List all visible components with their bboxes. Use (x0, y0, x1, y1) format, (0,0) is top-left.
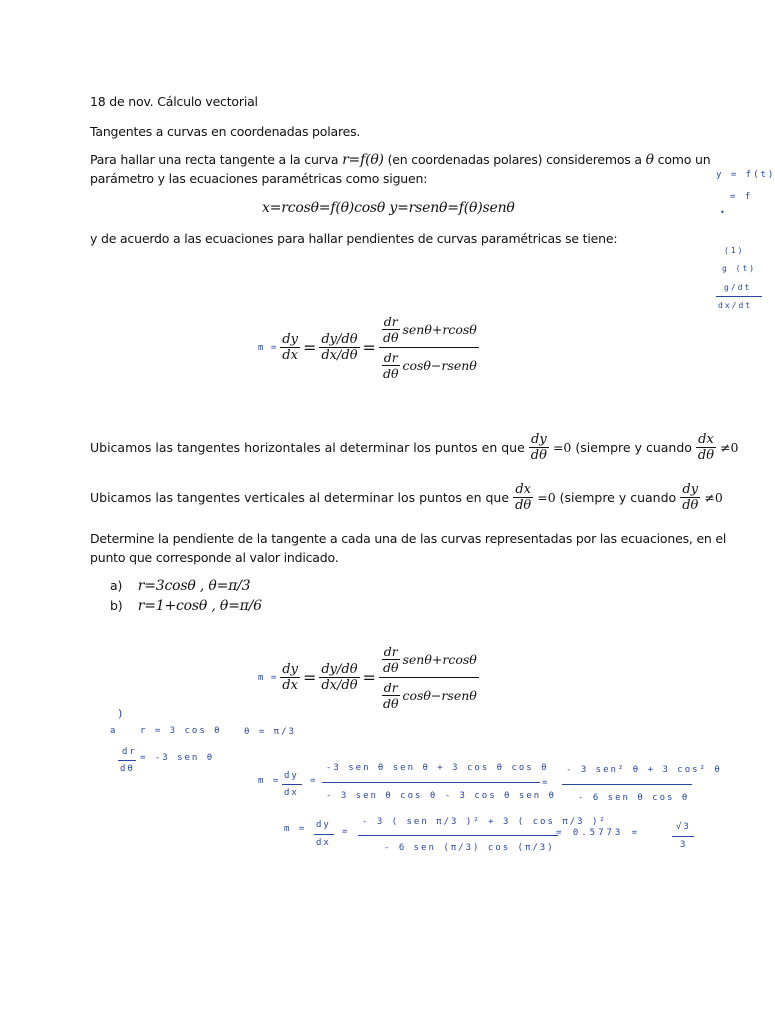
exercise-item-b: b) r=1+cosθ , θ=π/6 (110, 598, 262, 614)
handwritten-root-num: √3 (676, 822, 691, 832)
date-heading: 18 de nov. Cálculo vectorial (90, 94, 258, 109)
section-title: Tangentes a curvas en coordenadas polares. (90, 124, 361, 139)
handwritten-margin-1: y = f(t) (716, 170, 775, 180)
handwritten-num-2: - 3 sen² θ + 3 cos² θ (566, 765, 722, 775)
curve-expression: r=f(θ) (342, 152, 384, 168)
intro-line-1: Para hallar una recta tangente a la curva r=f(θ) (en coordenadas polares) consideremos a θ como un (90, 152, 711, 168)
slope-formula-2: m = $\frac{dy}{dx}$ = $\frac{dy/d\theta}{dx/d\theta}$ = $\frac{dr}{d\theta}$ senθ+rcosθ $\frac{dr}{d\theta}$ cosθ−rsenθ (258, 644, 477, 711)
handwritten-margin-4: (1) (724, 246, 745, 255)
handwritten-fraction-bar (716, 296, 762, 297)
exercise-line-1: Determine la pendiente de la tangente a cada una de las curvas representadas por las ecuaciones, en el (90, 531, 727, 546)
handwritten-tick: ) (117, 707, 126, 720)
handwritten-m-label: m = (258, 776, 281, 786)
handwritten-m-label-2: m = (284, 824, 307, 834)
handwritten-theta-eq: θ = π/3 (244, 727, 296, 737)
handwritten-dtheta: dθ (120, 764, 135, 774)
exercise-line-2: punto que corresponde al valor indicado. (90, 550, 339, 565)
handwritten-margin-2: = f (730, 192, 753, 202)
slope-formula-1: m = $\frac{dy}{dx}$ = $\frac{dy/d\theta}{dx/d\theta}$ = $\frac{dr}{d\theta}$ senθ+rcosθ $\frac{dr}{d\theta}$ cosθ−rsenθ (258, 314, 477, 381)
handwritten-den-2: - 6 sen θ cos θ (578, 793, 690, 803)
handwritten-margin-3: • (720, 208, 727, 217)
handwritten-margin-5: g (t) (722, 264, 757, 273)
handwritten-margin-6: g/dt (724, 283, 752, 292)
handwritten-den-3: - 6 sen (π/3) cos (π/3) (384, 843, 555, 853)
handwritten-num-1: -3 sen θ sen θ + 3 cos θ cos θ (326, 763, 549, 773)
handwritten-r-eq: r = 3 cos θ (140, 726, 222, 736)
intro-line-2: parámetro y las ecuaciones paramétricas como siguen: (90, 171, 428, 186)
handwritten-root-den: 3 (680, 840, 688, 850)
handwritten-mark-a: a (110, 726, 118, 736)
document-page: 18 de nov. Cálculo vectorial Tangentes a curvas en coordenadas polares. Para hallar una recta tangente a la curva r=f(θ) (en coordenadas polares) consideremos a θ como un parámetro y las ecuaciones paramétricas como siguen: x=rcosθ=f(θ)cosθ y=rsenθ=f(θ)senθ y de acuerdo a las ecuaciones para hallar pendientes de curvas paramétricas se tiene: m = $\frac{dy}{dx}$ = $\frac{dy/d\theta}{dx/d\theta}$ = $\frac{dr}{d\theta}$ senθ+rcosθ $\frac{dr}{d\theta}$ cosθ−rsenθ Ubicamos las tangentes horizontales al determinar los puntos en que $\frac{dy}{d\theta}$ =0 (siempre y cuando $\frac{dx}{d\theta}$ ≠0 Ubicamos las tangentes verticales al determinar los puntos en que $\frac{dx}{d\theta}$ =0 (siempre y cuando $\frac{dy}{d\theta}$ ≠0 Determine la pendiente de la tangente a cada una de las curvas representadas por las ecuaciones, en el punto que corresponde al valor indicado. a) r=3cosθ , θ=π/3 b) r=1+cosθ , θ=π/6 m = $\frac{dy}{dx}$ = $\frac{dy/d\theta}{dx/d\theta}$ = $\frac{dr}{d\theta}$ senθ+rcosθ $\frac{dr}{d\theta}$ cosθ−rsenθ y = f(t) = f • (1) g (t) g/dt dx/dt ) a r = 3 cos θ θ = π/3 dr dθ = -3 sen θ m = dy dx = -3 sen θ sen θ + 3 cos θ cos θ - 3 sen θ cos θ - 3 cos θ sen θ = - 3 sen² θ + 3 cos² θ - 6 sen θ cos θ m = dy dx = - 3 ( sen π/3 )² + 3 ( cos π/3 )² - 6 sen (π/3) cos (π/3) = 0.5773 = √3 3 (90, 94, 775, 853)
vertical-tangent-line: Ubicamos las tangentes verticales al determinar los puntos en que $\frac{dx}{d\theta}$ =0 (siempre y cuando $\frac{dy}{d\theta}$ ≠0 (90, 482, 723, 513)
handwritten-den-1: - 3 sen θ cos θ - 3 cos θ sen θ (326, 791, 556, 801)
handwritten-num-3: - 3 ( sen π/3 )² + 3 ( cos π/3 )² (362, 817, 607, 827)
exercise-item-a: a) r=3cosθ , θ=π/3 (110, 578, 251, 594)
handwritten-dr: dr (122, 747, 137, 757)
handwritten-margin-7: dx/dt (718, 301, 753, 310)
horizontal-tangent-line: Ubicamos las tangentes horizontales al determinar los puntos en que $\frac{dy}{d\theta}$ =0 (siempre y cuando $\frac{dx}{d\theta}$ ≠0 (90, 432, 739, 463)
handwritten-derivative: = -3 sen θ (140, 753, 215, 763)
handwritten-result: = 0.5773 = (556, 828, 641, 838)
slope-intro: y de acuerdo a las ecuaciones para hallar pendientes de curvas paramétricas se tiene: (90, 231, 618, 246)
parametric-equations: x=rcosθ=f(θ)cosθ y=rsenθ=f(θ)senθ (262, 200, 515, 216)
